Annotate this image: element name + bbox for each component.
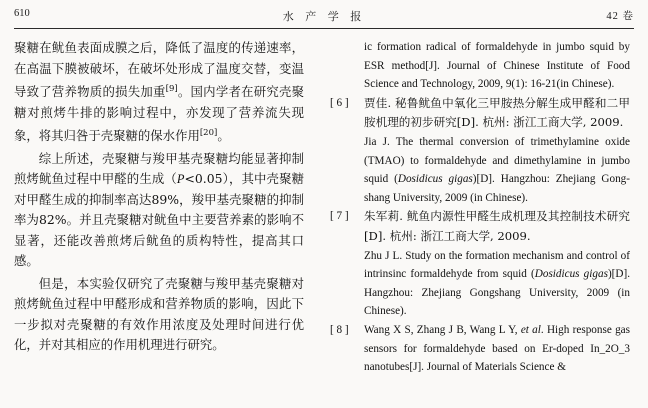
paragraph-2-tail: <0.05），其中壳聚糖对甲醛生成的抑制率高达89%，羧甲基壳聚糖的抑制率为82%。并且壳聚糖对鱿鱼中主要营养素的影响不显著，还能改善煎烤后鱿鱼的质构特性，提高其口感。 — [14, 171, 304, 269]
reference-item-translation — [330, 247, 630, 321]
reference-item — [330, 207, 630, 246]
reference-item — [330, 321, 630, 377]
species-name: Dosidicus gigas — [534, 268, 608, 281]
page-number: 610 — [14, 8, 30, 19]
paragraph-1 — [14, 38, 304, 147]
reference-number: [ 7 ] — [330, 210, 349, 223]
paragraph-2-text: 综上所述，壳聚糖与羧甲基壳聚糖均能显著抑制煎烤鱿鱼过程中甲醛的生成（ — [14, 150, 304, 187]
right-column — [330, 38, 630, 377]
et-al: et al — [520, 323, 541, 336]
p-value-symbol: P — [176, 172, 185, 187]
citation-marker: [20] — [199, 128, 218, 139]
header-divider — [14, 28, 634, 29]
citation-marker: [9] — [165, 84, 178, 94]
journal-title: 水 产 学 报 — [282, 10, 366, 23]
left-column — [14, 38, 304, 377]
reference-number: [ 8 ] — [330, 323, 349, 336]
paragraph-3: 但是，本实验仅研究了壳聚糖与羧甲基壳聚糖对煎烤鱿鱼过程中甲醛形成和营养物质的影响，因此下一步拟对壳聚糖的有效作用浓度及处理时间进行优化，并对其相应的作用机理进行研究。 — [14, 275, 304, 353]
reference-english-suffix: )[D]. Hangzhou: Zhejiang Gongshang University, 2009 (in Chinese). — [364, 268, 630, 318]
reference-chinese-text: 贾佳. 秘鲁鱿鱼中氧化三甲胺热分解生成甲醛和二甲胺机理的初步研究[D]. 杭州: 浙江工商大学, 2009. — [364, 95, 630, 130]
reference-english-suffix: . High response gas sensors for formaldehyde based on Er-doped In_2O_3 nanotubes[J]. Journal of Materials Science & — [364, 323, 631, 374]
reference-english-prefix: Jia J. The thermal conversion of trimethylamine oxide (TMAO) to formaldehyde and dimethylamine in jumbo squid ( — [364, 135, 630, 186]
paragraph-1-tail: 。国内学者在研究壳聚糖对煎烤牛排的影响过程中，亦发现了营养流失现象，将其归咎于壳聚糖的保水作用 — [14, 84, 305, 144]
reference-english-suffix: )[D]. Hangzhou: Zhejiang Gong-shang University, 2009 (in Chinese). — [364, 173, 630, 204]
reference-chinese-text: 朱军莉. 鱿鱼内源性甲醛生成机理及其控制技术研究[D]. 杭州: 浙江工商大学, 2009. — [364, 209, 630, 243]
running-head — [14, 8, 634, 26]
reference-item — [330, 94, 630, 133]
paragraph-2 — [14, 149, 304, 272]
volume-label: 42 卷 — [606, 11, 634, 22]
reference-english-prefix: Zhu J L. Study on the formation mechanism and control of intrinsinc formaldehyde from squid ( — [364, 249, 630, 281]
reference-item-translation — [330, 133, 630, 207]
reference-english-prefix: Wang X S, Zhang J B, Wang L Y, — [364, 323, 521, 336]
reference-continued: ic formation radical of formaldehyde in jumbo squid by ESR method[J]. Journal of Chinese Institute of Food Science and Technology, 2009, 9(1): 16-21(in Chinese). — [364, 41, 630, 91]
paragraph-1-text: 聚糖在鱿鱼表面成膜之后，降低了温度的传递速率，在高温下膜被破坏，在破坏处形成了温度交替，变温导致了营养物质的损失加重 — [14, 40, 304, 100]
two-column-body — [14, 38, 634, 377]
reference-number: [ 6 ] — [330, 96, 349, 109]
species-name: Dosidicus gigas — [397, 173, 473, 186]
paragraph-1-tail2: 。 — [217, 128, 230, 144]
